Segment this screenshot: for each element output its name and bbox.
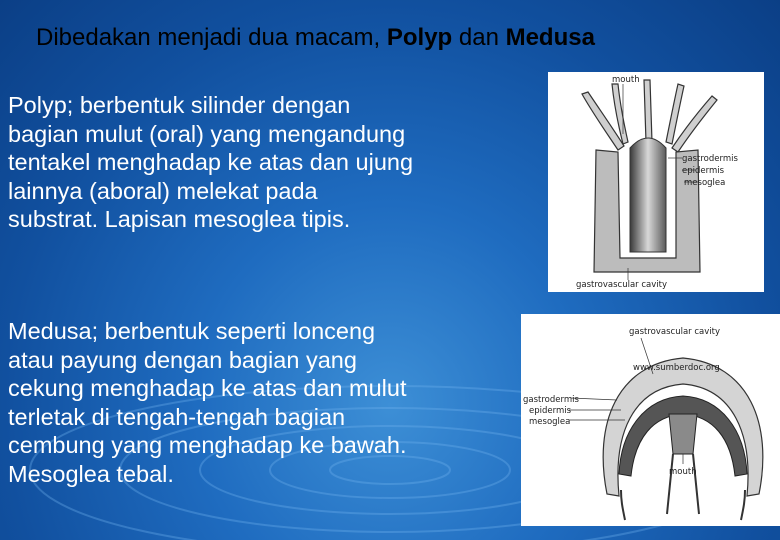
polyp-mouth-label: mouth	[612, 75, 640, 85]
slide-title	[36, 24, 595, 52]
medusa-line: cekung menghadap ke atas dan mulut	[8, 375, 407, 401]
polyp-line: substrat. Lapisan mesoglea tipis.	[8, 206, 351, 232]
medusa-gastrodermis-label: gastrodermis	[523, 395, 579, 405]
polyp-cavity-label: gastrovascular cavity	[576, 280, 668, 290]
polyp-line: tentakel menghadap ke atas dan ujung	[8, 149, 414, 175]
medusa-mouth-label: mouth	[669, 467, 697, 477]
polyp-diagram	[548, 72, 764, 292]
title-middle: dan	[452, 24, 506, 51]
medusa-line: atau payung dengan bagian yang	[8, 346, 357, 373]
polyp-line: lainnya (aboral) melekat pada	[8, 177, 318, 204]
medusa-line: Medusa; berbentuk seperti lonceng	[8, 318, 376, 344]
polyp-gastrodermis-label: gastrodermis	[682, 154, 738, 164]
title-polyp: Polyp	[386, 24, 453, 51]
polyp-description	[8, 91, 508, 234]
polyp-line: bagian mulut (oral) yang mengandung	[8, 120, 406, 147]
polyp-mesoglea-label: mesoglea	[684, 178, 726, 188]
medusa-line: Mesoglea tebal.	[8, 460, 174, 487]
title-prefix: Dibedakan menjadi dua macam,	[36, 24, 387, 51]
polyp-line: Polyp; berbentuk silinder dengan	[8, 92, 351, 118]
medusa-cavity-label: gastrovascular cavity	[629, 327, 721, 337]
medusa-line: cembung yang menghadap ke bawah.	[8, 432, 407, 458]
medusa-mesoglea-label: mesoglea	[529, 417, 571, 427]
title-medusa: Medusa	[505, 24, 595, 51]
medusa-line: terletak di tengah-tengah bagian	[8, 403, 346, 430]
polyp-epidermis-label: epidermis	[682, 166, 725, 176]
medusa-description	[8, 317, 508, 488]
medusa-diagram	[521, 314, 780, 526]
medusa-watermark: www.sumberdoc.org	[633, 363, 720, 373]
medusa-epidermis-label: epidermis	[529, 406, 572, 416]
